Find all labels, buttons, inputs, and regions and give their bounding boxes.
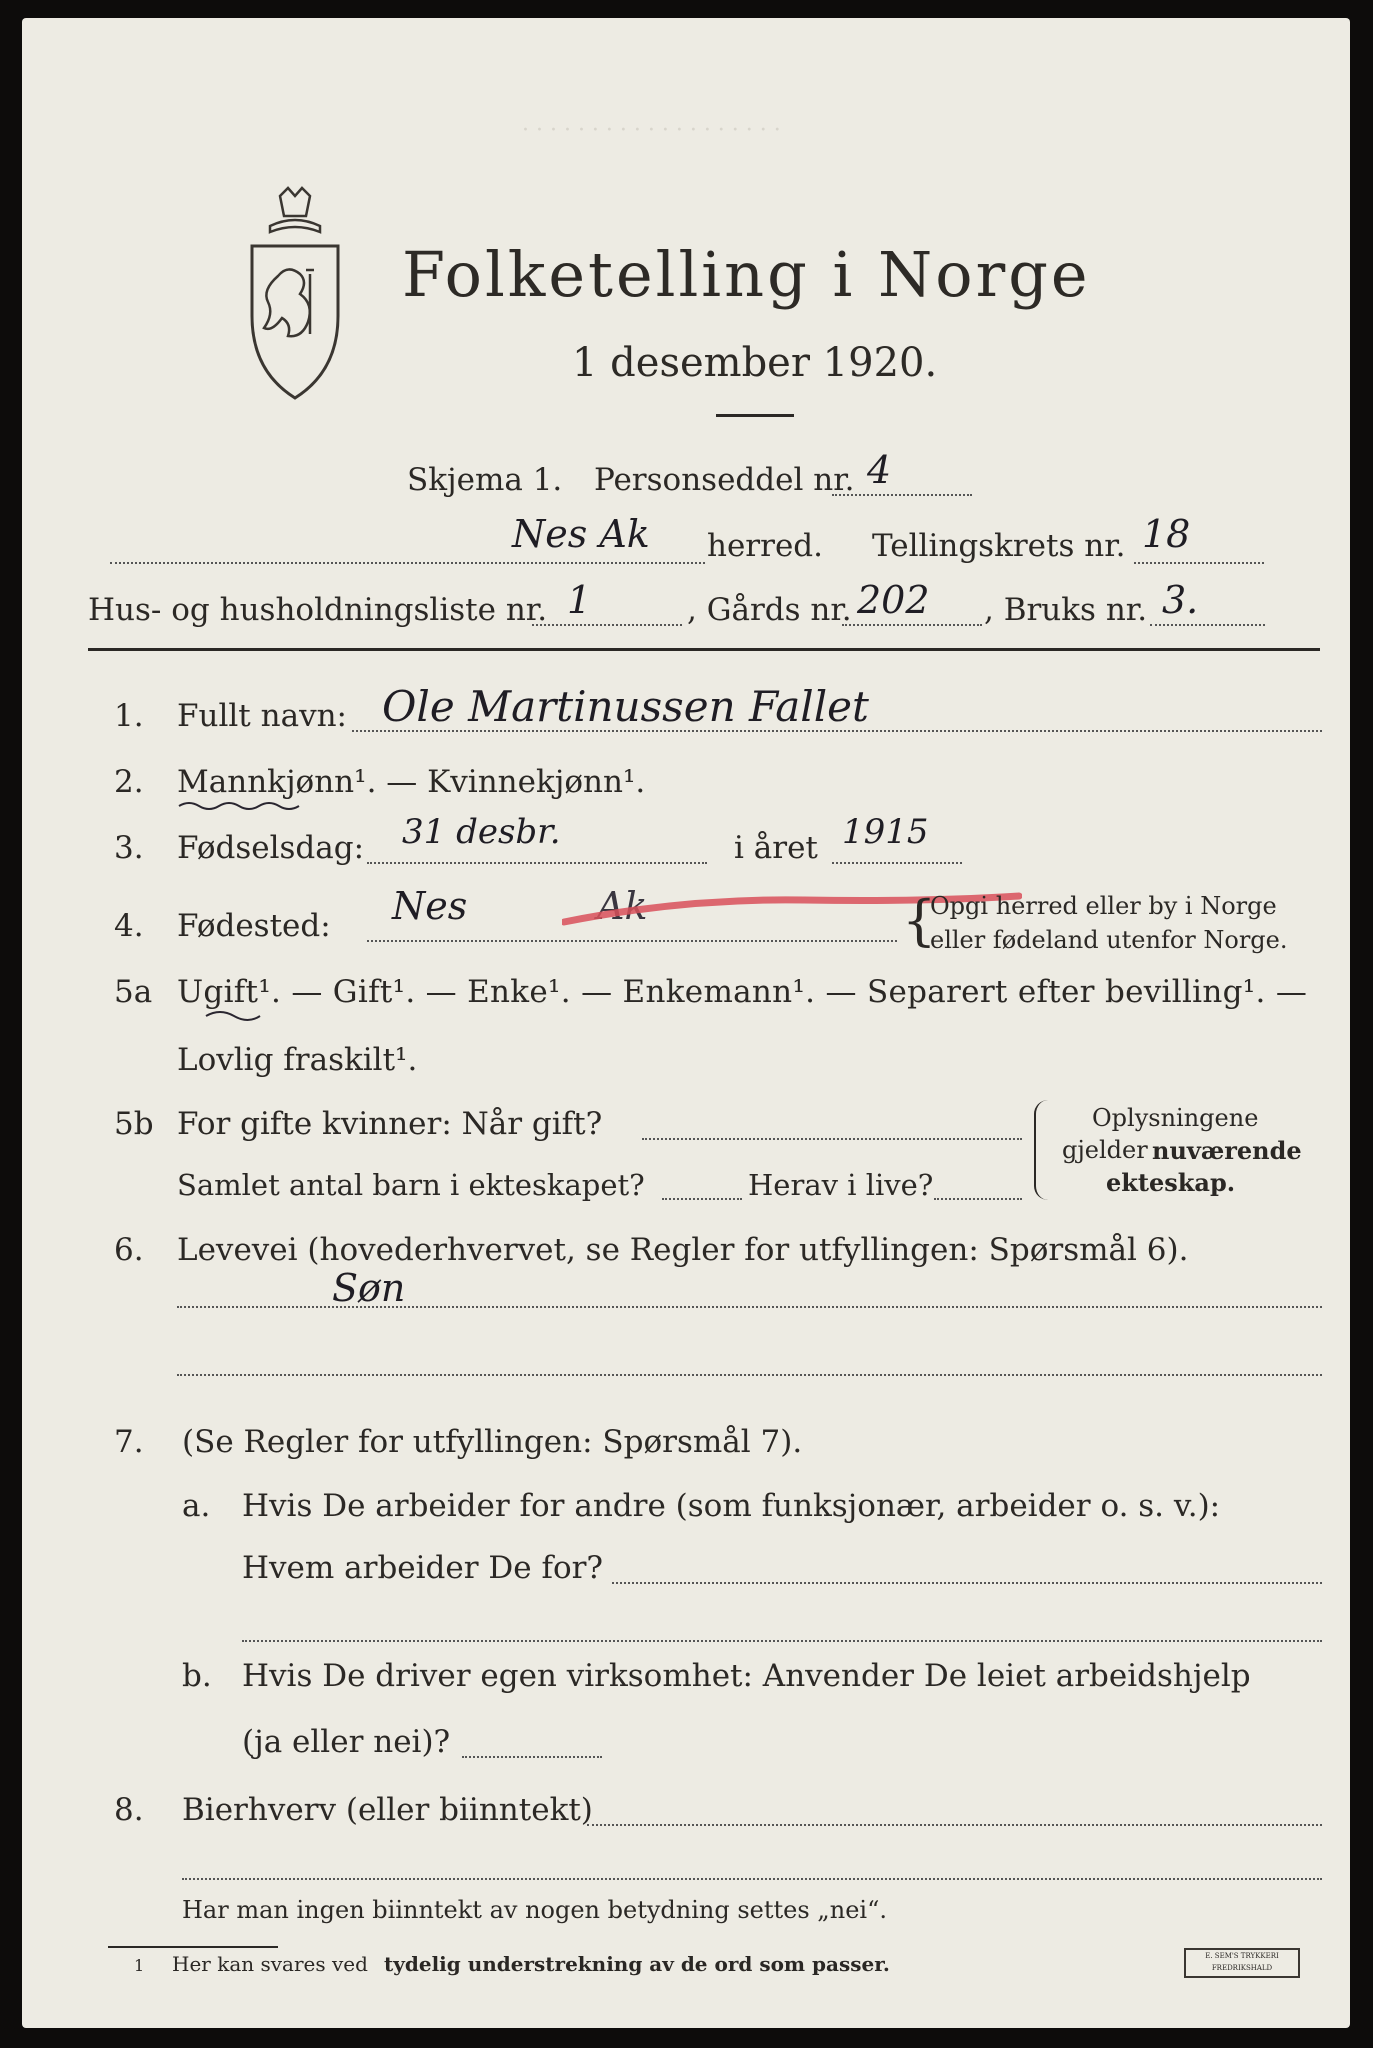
q7-number: 7. [114, 1424, 144, 1460]
census-date: 1 desember 1920. [572, 340, 938, 386]
q5a-line1: Ugift¹. — Gift¹. — Enke¹. — Enkemann¹. — Separert efter bevilling¹. — [177, 974, 1308, 1010]
tellingskrets-value: 18 [1142, 512, 1191, 556]
q6-label: Levevei (hovederhvervet, se Regler for utfyllingen: Spørsmål 6). [177, 1232, 1189, 1268]
occupation-value: Søn [332, 1266, 406, 1310]
herred-label: herred. [707, 528, 823, 564]
q7b-line2: (ja eller nei)? [242, 1724, 451, 1760]
q5b-children-label: Samlet antal barn i ekteskapet? [177, 1168, 645, 1202]
gards-value: 202 [857, 578, 930, 622]
q3-label: Fødselsdag: [177, 830, 365, 866]
q4-label: Fødested: [177, 908, 331, 944]
q5b-bracket [1034, 1100, 1050, 1200]
personseddel-value: 4 [867, 448, 892, 492]
q7b-number: b. [182, 1658, 212, 1694]
full-name-value: Ole Martinussen Fallet [382, 682, 869, 731]
q7a-line2: Hvem arbeider De for? [242, 1550, 604, 1586]
herred-value: Nes Ak [512, 512, 650, 556]
q3-number: 3. [114, 830, 144, 866]
bruks-label: , Bruks nr. [984, 592, 1148, 628]
q7a-number: a. [182, 1488, 211, 1524]
bruks-value: 3. [1162, 578, 1199, 622]
q5a-line2: Lovlig fraskilt¹. [177, 1042, 418, 1078]
q7-label: (Se Regler for utfyllingen: Spørsmål 7). [182, 1424, 803, 1460]
footer-note: Har man ingen biinntekt av nogen betydning settes „nei“. [182, 1896, 887, 1924]
q4-brace: { [902, 889, 937, 952]
q1-label: Fullt navn: [177, 698, 347, 734]
unmarried-underline-mark [204, 1008, 264, 1022]
q5b-number: 5b [114, 1106, 154, 1142]
census-form-sheet [22, 18, 1350, 2028]
birthplace-struck-value: Ak [597, 884, 648, 928]
form-title: Folketelling i Norge [402, 238, 1091, 311]
q5b-note-line1: Oplysningene [1092, 1104, 1259, 1132]
q4-note-line1: Opgi herred eller by i Norge [930, 892, 1277, 920]
printer-stamp: E. SEM'S TRYKKERI FREDRIKSHALD [1184, 1948, 1300, 1978]
q7b-line1: Hvis De driver egen virksomhet: Anvender De leiet arbeidshjelp [242, 1658, 1251, 1694]
birthplace-value: Nes [392, 884, 468, 928]
footnote-rule [108, 1946, 278, 1948]
q5b-alive-label: Herav i live? [748, 1168, 934, 1202]
footnote-text-a: Her kan svares ved [172, 1952, 368, 1976]
q2-number: 2. [114, 764, 144, 800]
q1-number: 1. [114, 698, 144, 734]
title-divider [716, 414, 794, 417]
tellingskrets-label: Tellingskrets nr. [872, 528, 1126, 564]
birth-year-value: 1915 [842, 812, 929, 852]
hus-label: Hus- og husholdningsliste nr. [88, 592, 548, 628]
bleed-through: · · · · · · · · · · · · · · · · · · · [522, 118, 781, 143]
q5b-note-line3: ekteskap. [1106, 1168, 1236, 1197]
footnote-mark: 1 [134, 1956, 145, 1975]
q5a-number: 5a [114, 974, 153, 1010]
q6-number: 6. [114, 1232, 144, 1268]
q5b-line1: For gifte kvinner: Når gift? [177, 1106, 603, 1142]
birthday-value: 31 desbr. [402, 812, 561, 852]
q2-label: Mannkjønn¹. — Kvinnekjønn¹. [177, 764, 646, 800]
gender-underline-mark [177, 800, 307, 812]
q3-year-label: i året [734, 830, 818, 866]
header-rule [88, 648, 1320, 651]
hus-value: 1 [567, 578, 592, 622]
coat-of-arms-icon [240, 186, 350, 406]
q7a-line1: Hvis De arbeider for andre (som funksjonær, arbeider o. s. v.): [242, 1488, 1221, 1524]
personseddel-label: Personseddel nr. [594, 462, 855, 498]
q8-label: Bierhverv (eller biinntekt) [182, 1792, 593, 1828]
q4-number: 4. [114, 908, 144, 944]
q4-note-line2: eller fødeland utenfor Norge. [930, 926, 1288, 954]
schema-label: Skjema 1. [407, 462, 563, 498]
q8-number: 8. [114, 1792, 144, 1828]
q5b-note-line2a: gjelder [1062, 1136, 1148, 1164]
gards-label: , Gårds nr. [687, 592, 852, 628]
q5b-note-line2b: nuværende [1152, 1136, 1302, 1165]
footnote-text-b: tydelig understrekning av de ord som passer. [384, 1952, 890, 1976]
